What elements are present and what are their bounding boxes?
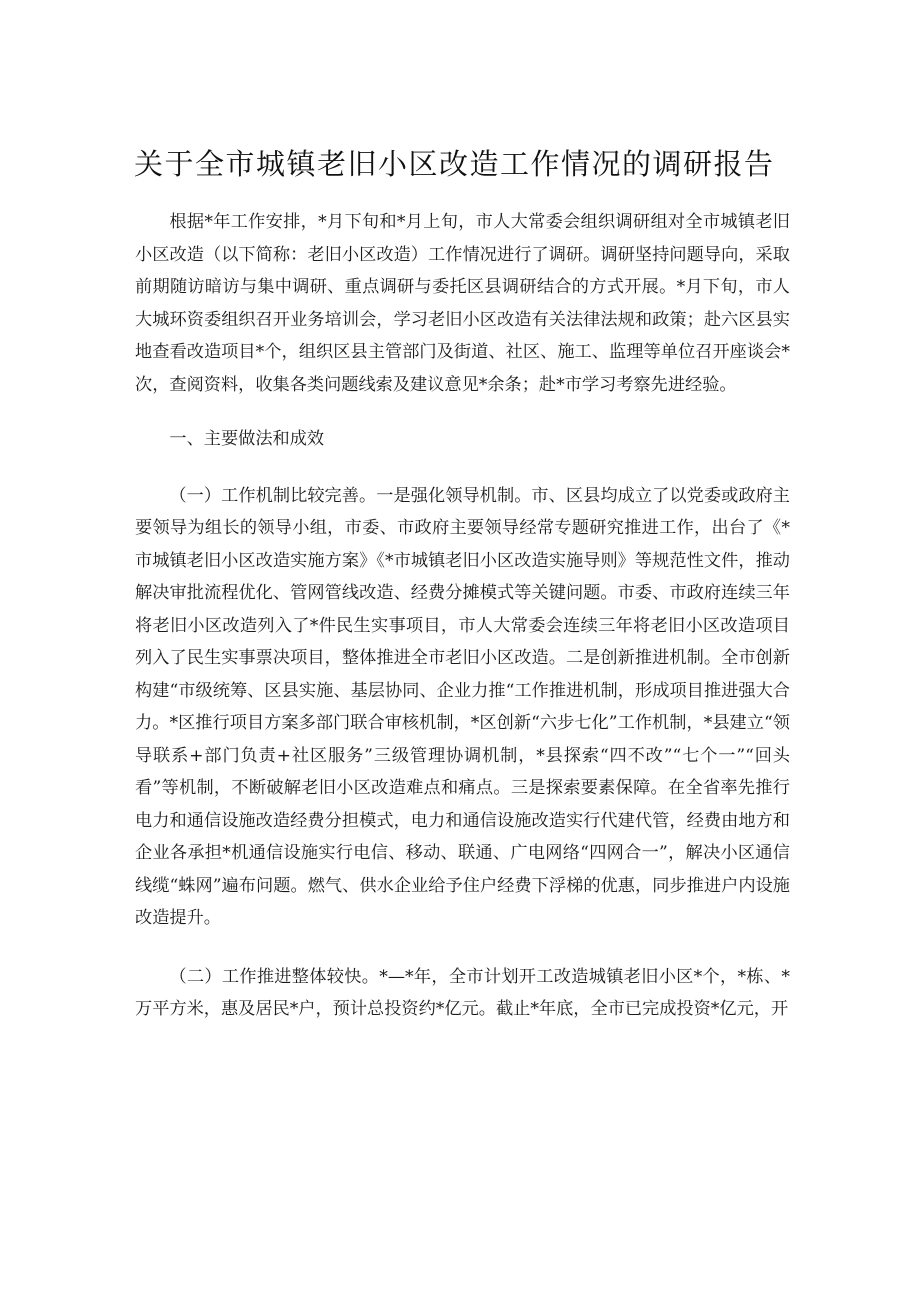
document-body xyxy=(135,206,790,1026)
section-heading-main-practices: 一、主要做法和成效 xyxy=(169,429,325,449)
subsection-paragraph-progress: （二）工作推进整体较快。*—*年，全市计划开工改造城镇老旧小区*个，*栋、*万平方米，惠及居民*户，预计总投资约*亿元。截止*年底，全市已完成投资*亿元，开 xyxy=(135,966,790,1019)
subsection-paragraph-mechanism: （一）工作机制比较完善。一是强化领导机制。市、区县均成立了以党委或政府主要领导为组长的领导小组，市委、市政府主要领导经常专题研究推进工作，出台了《*市城镇老旧小区改造实施方案》《*市城镇老旧小区改造实施导则》等规范性文件，推动解决审批流程优化、管网管线改造、经费分摊模式等关键问题。市委、市政府连续三年将老旧小区改造列入了*件民生实事项目，市人大常委会连续三年将老旧小区改造项目列入了民生实事票决项目，整体推进全市老旧小区改造。二是创新推进机制。全市创新构建“市级统筹、区县实施、基层协同、企业力推“工作推进机制，形成项目推进强大合力。*区推行项目方案多部门联合审核机制，*区创新“六步七化”工作机制，*县建立“领导联系+部门负责+社区服务”三级管理协调机制，*县探索“四不改”“七个一”“回头看”等机制，不断破解老旧小区改造难点和痛点。三是探索要素保障。在全省率先推行电力和通信设施改造经费分担模式，电力和通信设施改造实行代建代管，经费由地方和企业各承担*机通信设施实行电信、移动、联通、广电网络“四网合一”，解决小区通信线缆“蛛网”遍布问题。燃气、供水企业给予住户经费下浮梯的优惠，同步推进户内设施改造提升。 xyxy=(135,485,790,928)
document-title: 关于全市城镇老旧小区改造工作情况的调研报告 xyxy=(134,147,775,181)
intro-paragraph: 根据*年工作安排，*月下旬和*月上旬，市人大常委会组织调研组对全市城镇老旧小区改造（以下简称：老旧小区改造）工作情况进行了调研。调研坚持问题导向，采取前期随访暗访与集中调研、重点调研与委托区县调研结合的方式开展。*月下旬，市人大城环资委组织召开业务培训会，学习老旧小区改造有关法律法规和政策；赴六区县实地查看改造项目*个，组织区县主管部门及街道、社区、施工、监理等单位召开座谈会*次，查阅资料，收集各类问题线索及建议意见*余条；赴*市学习考察先进经验。 xyxy=(135,212,790,395)
